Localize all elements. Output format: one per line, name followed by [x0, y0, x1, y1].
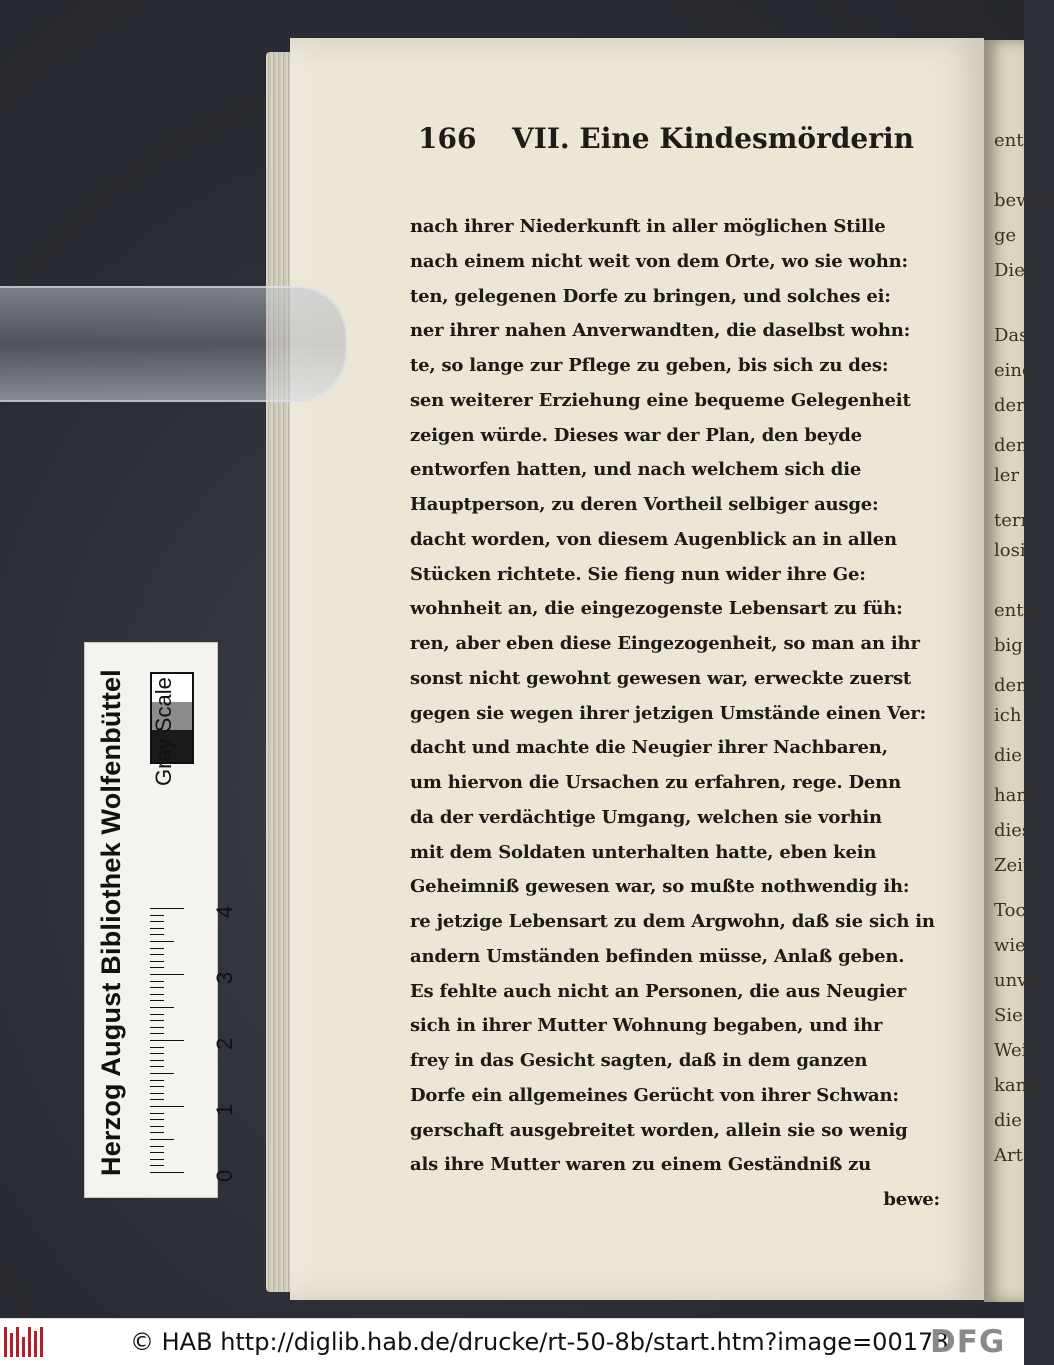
text-line: um hiervon die Ursachen zu erfahren, rege. Denn: [410, 772, 901, 793]
facing-page-fragment: big: [994, 635, 1023, 656]
facing-page-fragment: dem: [994, 675, 1034, 696]
text-line: sich in ihrer Mutter Wohnung begaben, und ihr: [410, 1015, 883, 1037]
catchword: bewe:: [883, 1189, 940, 1210]
ruler-tick: [150, 915, 164, 916]
ruler-tick: [150, 941, 174, 942]
facing-page-fragment: ent: [994, 130, 1024, 151]
facing-page-fragment: Das: [994, 325, 1029, 346]
ruler-ticks: [150, 900, 220, 1172]
text-line: Geheimniß gewesen war, so mußte nothwendig ih:: [410, 876, 910, 898]
ruler-tick: [150, 1060, 164, 1061]
ruler-tick: [150, 1165, 164, 1166]
ruler-tick: [150, 1172, 184, 1173]
text-line: entworfen hatten, und nach welchem sich die: [410, 459, 862, 481]
ruler-tick: [150, 1040, 184, 1041]
ruler-tick: [150, 1093, 164, 1094]
text-line: da der verdächtige Umgang, welchen sie vorhin: [410, 806, 882, 828]
text-line: ren, aber eben diese Eingezogenheit, so man an ihr: [410, 633, 920, 654]
ruler-tick: [150, 1080, 164, 1081]
ruler-number: 2: [212, 1037, 237, 1050]
facing-page-fragment: der: [994, 395, 1025, 416]
ruler-tick: [150, 994, 164, 995]
text-line: Dorfe ein allgemeines Gerücht von ihrer Schwan:: [410, 1084, 899, 1106]
ruler-tick: [150, 1113, 164, 1114]
text-line: zeigen würde. Dieses war der Plan, den beyde: [410, 424, 862, 446]
text-line: Hauptperson, zu deren Vortheil selbiger ausge:: [410, 494, 879, 515]
ruler-tick: [150, 1053, 164, 1054]
ruler-tick: [150, 1066, 164, 1067]
facing-page-fragment: Dies: [994, 260, 1035, 281]
ruler-tick: [150, 1047, 164, 1048]
hab-logo-icon: [4, 1327, 46, 1357]
facing-page-fragment: Wei: [994, 1040, 1028, 1061]
ruler-tick: [150, 1027, 164, 1028]
text-line: dacht worden, von diesem Augenblick an in allen: [410, 528, 897, 550]
facing-page-fragment: ge: [994, 225, 1017, 246]
dfg-logo: DFG: [930, 1324, 1006, 1360]
text-line: Es fehlte auch nicht an Personen, die aus Neugier: [410, 980, 907, 1002]
text-line: sen weiterer Erziehung eine bequeme Gelegenheit: [410, 389, 911, 411]
facing-page-fragment: den: [994, 435, 1028, 456]
ruler-tick: [150, 1126, 164, 1127]
ruler-tick: [150, 928, 164, 929]
ruler-number: 4: [212, 905, 237, 918]
text-line: als ihre Mutter waren zu einem Geständniß zu: [410, 1154, 872, 1176]
text-line: wohnheit an, die eingezogenste Lebensart zu füh:: [410, 598, 903, 620]
text-line: nach einem nicht weit von dem Orte, wo sie wohn:: [410, 250, 908, 272]
ruler-tick: [150, 954, 164, 955]
text-line: dacht und machte die Neugier ihrer Nachbaren,: [410, 737, 888, 759]
facing-page-fragment: Toc: [994, 900, 1026, 921]
ruler-tick: [150, 1086, 164, 1087]
ruler-tick: [150, 1014, 164, 1015]
facing-page-fragment: wie: [994, 935, 1026, 956]
ruler-tick: [150, 908, 184, 909]
text-line: te, so lange zur Pflege zu geben, bis sich zu des:: [410, 355, 889, 376]
facing-page-fragment: losi: [994, 540, 1026, 561]
facing-page-fragment: dies: [994, 820, 1032, 841]
text-line: mit dem Soldaten unterhalten hatte, eben kein: [410, 841, 877, 863]
facing-page-fragment: eine: [994, 360, 1033, 381]
text-line: andern Umständen befinden müsse, Anlaß geben.: [410, 945, 905, 967]
facing-page-fragment: Art: [994, 1145, 1023, 1166]
facing-page-fragment: ler: [994, 465, 1020, 486]
ruler-number: 0: [212, 1169, 237, 1182]
text-line: gerschaft ausgebreitet worden, allein sie so wenig: [410, 1119, 908, 1141]
ruler-tick: [150, 1132, 164, 1133]
ruler-tick: [150, 1020, 164, 1021]
ruler-tick: [150, 1000, 164, 1001]
facing-page-fragment: die: [994, 1110, 1022, 1131]
ruler-tick: [150, 1159, 164, 1160]
institution-label: Herzog August Bibliothek Wolfenbüttel: [96, 669, 126, 1176]
ruler-tick: [150, 1119, 164, 1120]
ruler-tick: [150, 1073, 174, 1074]
ruler-tick: [150, 981, 164, 982]
facing-page-fragment: ich: [994, 705, 1022, 726]
text-line: gegen sie wegen ihrer jetzigen Umstände einen Ver:: [410, 702, 927, 724]
ruler-tick: [150, 987, 164, 988]
facing-page-fragment: ham: [994, 785, 1034, 806]
ruler-tick: [150, 1106, 184, 1107]
facing-page-fragment: Sie: [994, 1005, 1023, 1026]
text-line: ten, gelegenen Dorfe zu bringen, und solches ei:: [410, 285, 891, 307]
facing-page-edge: [984, 40, 1054, 1302]
ruler-tick: [150, 974, 184, 975]
text-line: sonst nicht gewohnt gewesen war, erweckte zuerst: [410, 667, 912, 689]
ruler-tick: [150, 934, 164, 935]
facing-page-fragment: entw: [994, 600, 1039, 621]
text-line: frey in das Gesicht sagten, daß in dem ganzen: [410, 1050, 868, 1071]
ruler-tick: [150, 1099, 164, 1100]
text-line: ner ihrer nahen Anverwandten, die daselbst wohn:: [410, 320, 911, 342]
ruler-number: 3: [212, 971, 237, 984]
ruler-tick: [150, 1146, 164, 1147]
text-line: re jetzige Lebensart zu dem Argwohn, daß sie sich in: [410, 911, 935, 932]
ruler-tick: [150, 961, 164, 962]
ruler-tick: [150, 1152, 164, 1153]
copyright-link[interactable]: © HAB http://diglib.hab.de/drucke/rt-50-8b/start.htm?image=00178: [130, 1328, 949, 1356]
facing-page-fragment: terr: [994, 510, 1030, 531]
facing-page-fragment: bewog: [994, 190, 1054, 211]
facing-page-fragment: die: [994, 745, 1022, 766]
ruler-tick: [150, 921, 164, 922]
facing-page-fragment: unve: [994, 970, 1039, 991]
ruler-tick: [150, 948, 164, 949]
gray-scale-label: Gray Scale: [151, 677, 176, 786]
ruler-tick: [150, 1033, 164, 1034]
footer-bar: [0, 1318, 1024, 1365]
body-text: [410, 210, 940, 1218]
facing-page-fragment: kann: [994, 1075, 1039, 1096]
ruler-tick: [150, 1139, 174, 1140]
ruler-tick: [150, 1007, 174, 1008]
facing-page-fragment: Zeit: [994, 855, 1031, 876]
text-line: nach ihrer Niederkunft in aller möglichen Stille: [410, 216, 886, 237]
page-clamp: [0, 286, 347, 402]
page-number: 166: [418, 122, 477, 155]
chapter-title: VII. Eine Kindesmörderin: [512, 122, 914, 155]
text-line: Stücken richtete. Sie fieng nun wider ihre Ge:: [410, 563, 866, 585]
running-head: [418, 122, 914, 162]
ruler-tick: [150, 967, 164, 968]
ruler-number: 1: [212, 1103, 237, 1116]
